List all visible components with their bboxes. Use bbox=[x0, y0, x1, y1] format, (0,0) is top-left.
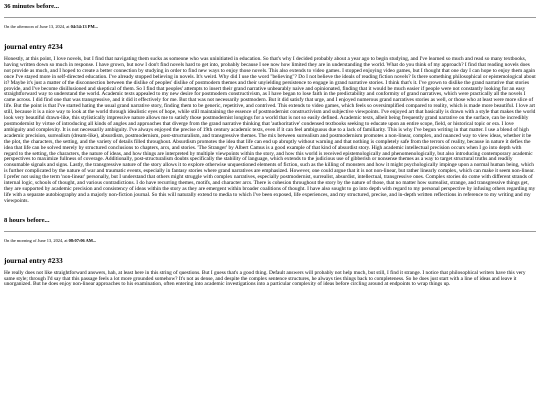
divider bbox=[4, 17, 536, 18]
dateline-prefix: On the morning of June 13, 2024, at bbox=[4, 237, 69, 243]
entry-dateline bbox=[4, 238, 536, 244]
entry-title: journal entry #233 bbox=[4, 255, 63, 265]
dateline-prefix: On the afternoon of June 13, 2024, at bbox=[4, 24, 71, 29]
time-ago-label: 8 hours before... bbox=[4, 216, 50, 224]
journal-entry-234 bbox=[4, 3, 536, 205]
entry-body: He really does not like straightforward answers, hah, at least here in this string of questions. But I guess that's a good thing. Default answers will probably not help much, but still, I find it strange. I notice that philosophical writers have this very same style; through I'd say that this passage feels a lot more grounded somehow? It's not as dense, and despite the complex sentence structures, he always ties things back to completeness. So he does just start with a line of ideas and leave it unorganized. But he does enjoy non-linear approaches to his examination, often entering into academic investigations into a particular complexity of ideas before circling around at endpoints to wrap things up. bbox=[4, 269, 526, 288]
time-ago-label: 36 minutes before... bbox=[4, 3, 60, 10]
entry-body: Honestly, at this point, I love novels, but I find that navigating them sucks as someone who was uninitiated in education. So that's why I decided probably about a year ago to begin studying, and I've learned so much and read so many textbooks, having written down so much in response. I have grown, but now I don't find novels hard to get into, probably because I see now how limited they are in understanding the world. What do you think of my approach? I find that reading novels does not provide as much, and I hoped to create a better connection by studying in order to find new ways to enjoy those novels. This also extends to video games. I stopped enjoying video games, but I thought that one day I can hope to enjoy them again once I've stayed more in self-directed education. I've already stopped believing in novels. It's weird. Why did I use the word "believing"? Do I not believe the ideals of reading fiction novels? Is there something philosophical or epistemological about it? Maybe it's just a matter of the disconnection between the dislike of peoples' dislike of postmodern themes and their unyielding persistence to engage in grand narrative stories. I think that's it. I've grown to dislike the grand narrative that stories provide, and I've become disillusioned and skeptical of them. So I find that peoples' attempts to insert their grand narrative unbearably naive and opinionated, finding that it would be much easier if people were not constantly looking for an easy straightforward way to understand the world. Academic texts appealed to my new desire for postmodern constructivism, as I have began to lose faith in the predictability and conformity of grand narratives, which were practically all the novels I came across. I did find one that was transgressive, and it did it effectively for me. But that was not necessarily postmodern. But it did satisfy that urge, and I enjoyed numerous grand narratives stories as well, or those who at least were more slice of life. But the point is that I've started hating the usual grand narrative story, finding them to be generic, repetitive, and contrived. This extends to video games, which feels so oversimplified compared to reality, which is made more beautiful. I love art still, because it is a nice way to look at the world through idealistic eyes of hope, while still maintaining the essence of postmodernist constructivism and subjective viewpoints. I've enjoyed art that basically is drawn with a style that makes the world look very beautiful drawn-like, this stylistically impressive nature allows me to satisfy those postmodernist longings for a world that is not so easily defined. Academic texts, albeit being frequently grand narrative on the surface, can be incredibly postmodernist by virtue of introducing all kinds of angles and approaches that diverge from the grand narrative thinking that 'authoritative' condensed textbooks seeking to educate upon an entire scope, field, or historical topic or era. I love ambiguity and complexity. It is not necessarily ambiguity. I've always enjoyed the precise of 19th century academic texts, even if it can feel ambiguous due to a lack of familiarity. This is why I've begun writing in that matter. I use a blend of high academic precision, surrealism (dream-like), absurdism, postmodernism, post-structuralism, and transgressive themes. The mix between surrealism and postmodernism promotes a non-linear, complex, and nuanced way to view ideas, whether it be the plot, the characters, the setting, and the variety of details filled throughout. Absurdism promotes the idea that life can end up abruptly without warning and that nothing is completely safe from the terrors of reality, because in nature it defies the idea that life can be solved merely by structured conclusions to chapters, arcs, and stories. 'The Stranger' by Albert Camus is a good example of that kind of absurdist story. High academic intellectual precision occurs when I go into depth with regard to the setting, the characters, the nature of ideas, and how things are interpreted by multiple viewpoints within the story, and how this world is received epistemologically and phenomenologically, but also introducing contemporary academic perspectives to maximize fullness of coverage. Additionally, post-structuralism doubts specifically the stability of language, which extends to the judicious use of gibberish or nonsense themes as a way to target structural truths and readily consumable signals and signs. Lastly, the transgressive nature of the story allows it to explore otherwise unquestioned elements of fiction, such as the killing of monsters and how it might psychologically impinge upon a normal human being, which is further complicated by the nature of war and traumatic events, especially in fantasy stories where grand narratives are emphasized. However, one could argue that it is not non-linear, but rather linearly complex, which can make it seem non-linear. I prefer not using the term 'non-linear' personally, but I understand that others might struggle with complex narratives, especially postmodernist, surrealist, absurdist, intellectual, transgressive ones. Complex stories do come with different strands of internal logic, schools of thought, and various contradictions. I do have recurring themes, motifs, and character arcs. There is cohesion throughout the story by the nature of those, that no matter how surrealist, strange, and transgressive things get, they are supported by academic precision and consistency of ideas within the story as they are emergent within broader coalitions of thought. I have also sought to go into depth with regard to my personal perspective by infusing others regarding my life with a separate autobiography and a majorly non-fiction journal. So this will naturally extend to media to which I've been exposed, life experiences, and my structured, precise, and in-depth written reflections in reference to my writing and my viewpoints. bbox=[4, 56, 536, 204]
entry-title: journal entry #234 bbox=[4, 42, 63, 51]
journal-entry-233 bbox=[4, 217, 536, 289]
entry-dateline bbox=[4, 24, 536, 30]
divider bbox=[4, 231, 536, 232]
dateline-time: 08:07:06 AM... bbox=[68, 237, 97, 243]
dateline-time: 04:54:13 PM... bbox=[70, 24, 98, 29]
